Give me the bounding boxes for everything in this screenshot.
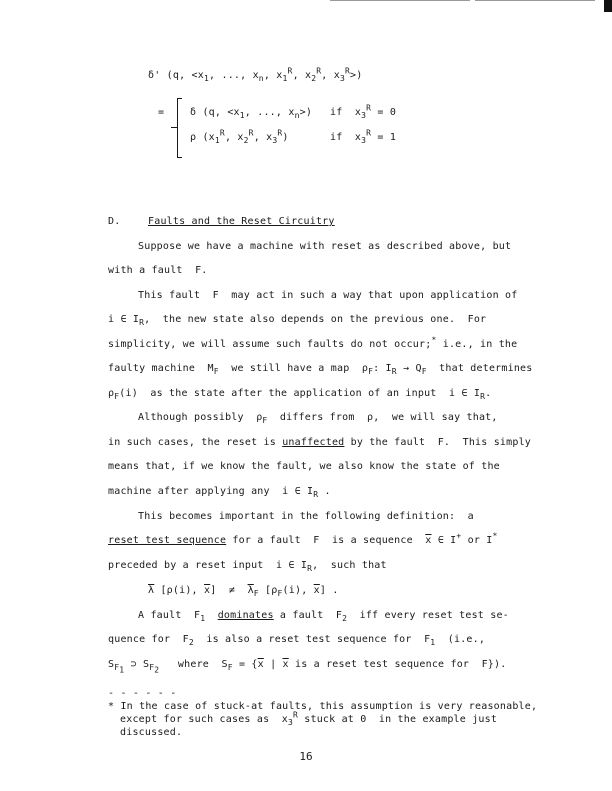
footnote-line: discussed.: [120, 727, 183, 738]
case-1: δ (q, $<x_1$, ..., $x_n>$): [190, 107, 313, 120]
footnote-line: except for such cases as $x_3^R$ stuck at 0 in the example just: [120, 710, 498, 727]
body-line: A fault $F_1$ dominates a fault $F_2$ iff every reset test se-: [138, 610, 509, 623]
body-line: $\rho_F(i)$ as the state after the application of an input i ∈ $I_R$.: [108, 388, 492, 401]
body-line: machine after applying any i ∈ $I_R$ .: [108, 486, 331, 499]
case-2: ρ ($x_1^R$, $x_2^R$, $x_3^R$): [190, 128, 289, 145]
section-title: Faults and the Reset Circuitry: [148, 216, 335, 227]
term-dominates: dominates: [217, 610, 274, 621]
body-line: means that, if we know the fault, we also know the state of the: [108, 461, 500, 472]
body-line: reset test sequence for a fault F is a sequence $\overline{x}$ ∈ I+ or I*: [108, 531, 498, 546]
footnote-line: * In the case of stuck-at faults, this assumption is very reasonable,: [108, 701, 538, 712]
display-formula: $\overline{\lambda}$ [ρ(i), $\overline{x}] \ne \overline{\lambda}_F$ [$\rho_F(i)$, $\overline{x}$] .: [148, 585, 339, 598]
body-line: This fault F may act in such a way that upon application of: [138, 290, 518, 301]
body-line: i ∈ $I_R$, the new state also depends on the previous one. For: [108, 314, 487, 327]
body-line: in such cases, the reset is unaffected by the fault F. This simply: [108, 437, 532, 448]
body-line: This becomes important in the following definition: a: [138, 511, 474, 522]
footnote-rule: - - - - - -: [108, 688, 177, 699]
equals-sign: =: [158, 107, 165, 118]
page-number: 16: [299, 750, 313, 763]
case-2-condition: if $x_3^R = 1$: [330, 128, 397, 145]
section-letter: D.: [108, 216, 121, 227]
body-line: faulty machine $M_F$ we still have a map $\rho_F$: $I_R \to Q_F$ that determines: [108, 363, 533, 376]
term-reset-test-sequence: reset test sequence: [108, 535, 227, 546]
case-1-condition: if $x_3^R = 0$: [330, 103, 397, 120]
scan-artifact-line: [330, 0, 470, 1]
case-brace-tick: [171, 127, 177, 128]
scan-corner-mark: [604, 0, 612, 12]
body-line: Suppose we have a machine with reset as described above, but: [138, 241, 512, 252]
body-line: Although possibly $\rho_F$ differs from ρ, we will say that,: [138, 412, 498, 425]
body-line: simplicity, we will assume such faults do not occur;* i.e., in the: [108, 335, 518, 350]
body-line: preceded by a reset input i ∈ $I_R$, such that: [108, 560, 387, 573]
equation-line-1: δ' (q, $<x_1$, ..., $x_n$, $x_1^R$, $x_2^R$, $x_3^R>$): [148, 66, 363, 83]
scan-artifact-line: [475, 0, 595, 1]
case-brace: [177, 99, 184, 157]
term-unaffected: unaffected: [282, 437, 345, 448]
body-line: quence for $F_2$ is also a reset test sequence for $F_1$ (i.e.,: [108, 634, 486, 647]
body-line: $S_{F_1}$ ⊃ $S_{F_2}$ where $S_F = \{\overline{x}$ | $\overline{x}$ is a reset test sequence for F}).: [108, 659, 507, 675]
body-line: with a fault F.: [108, 265, 208, 276]
